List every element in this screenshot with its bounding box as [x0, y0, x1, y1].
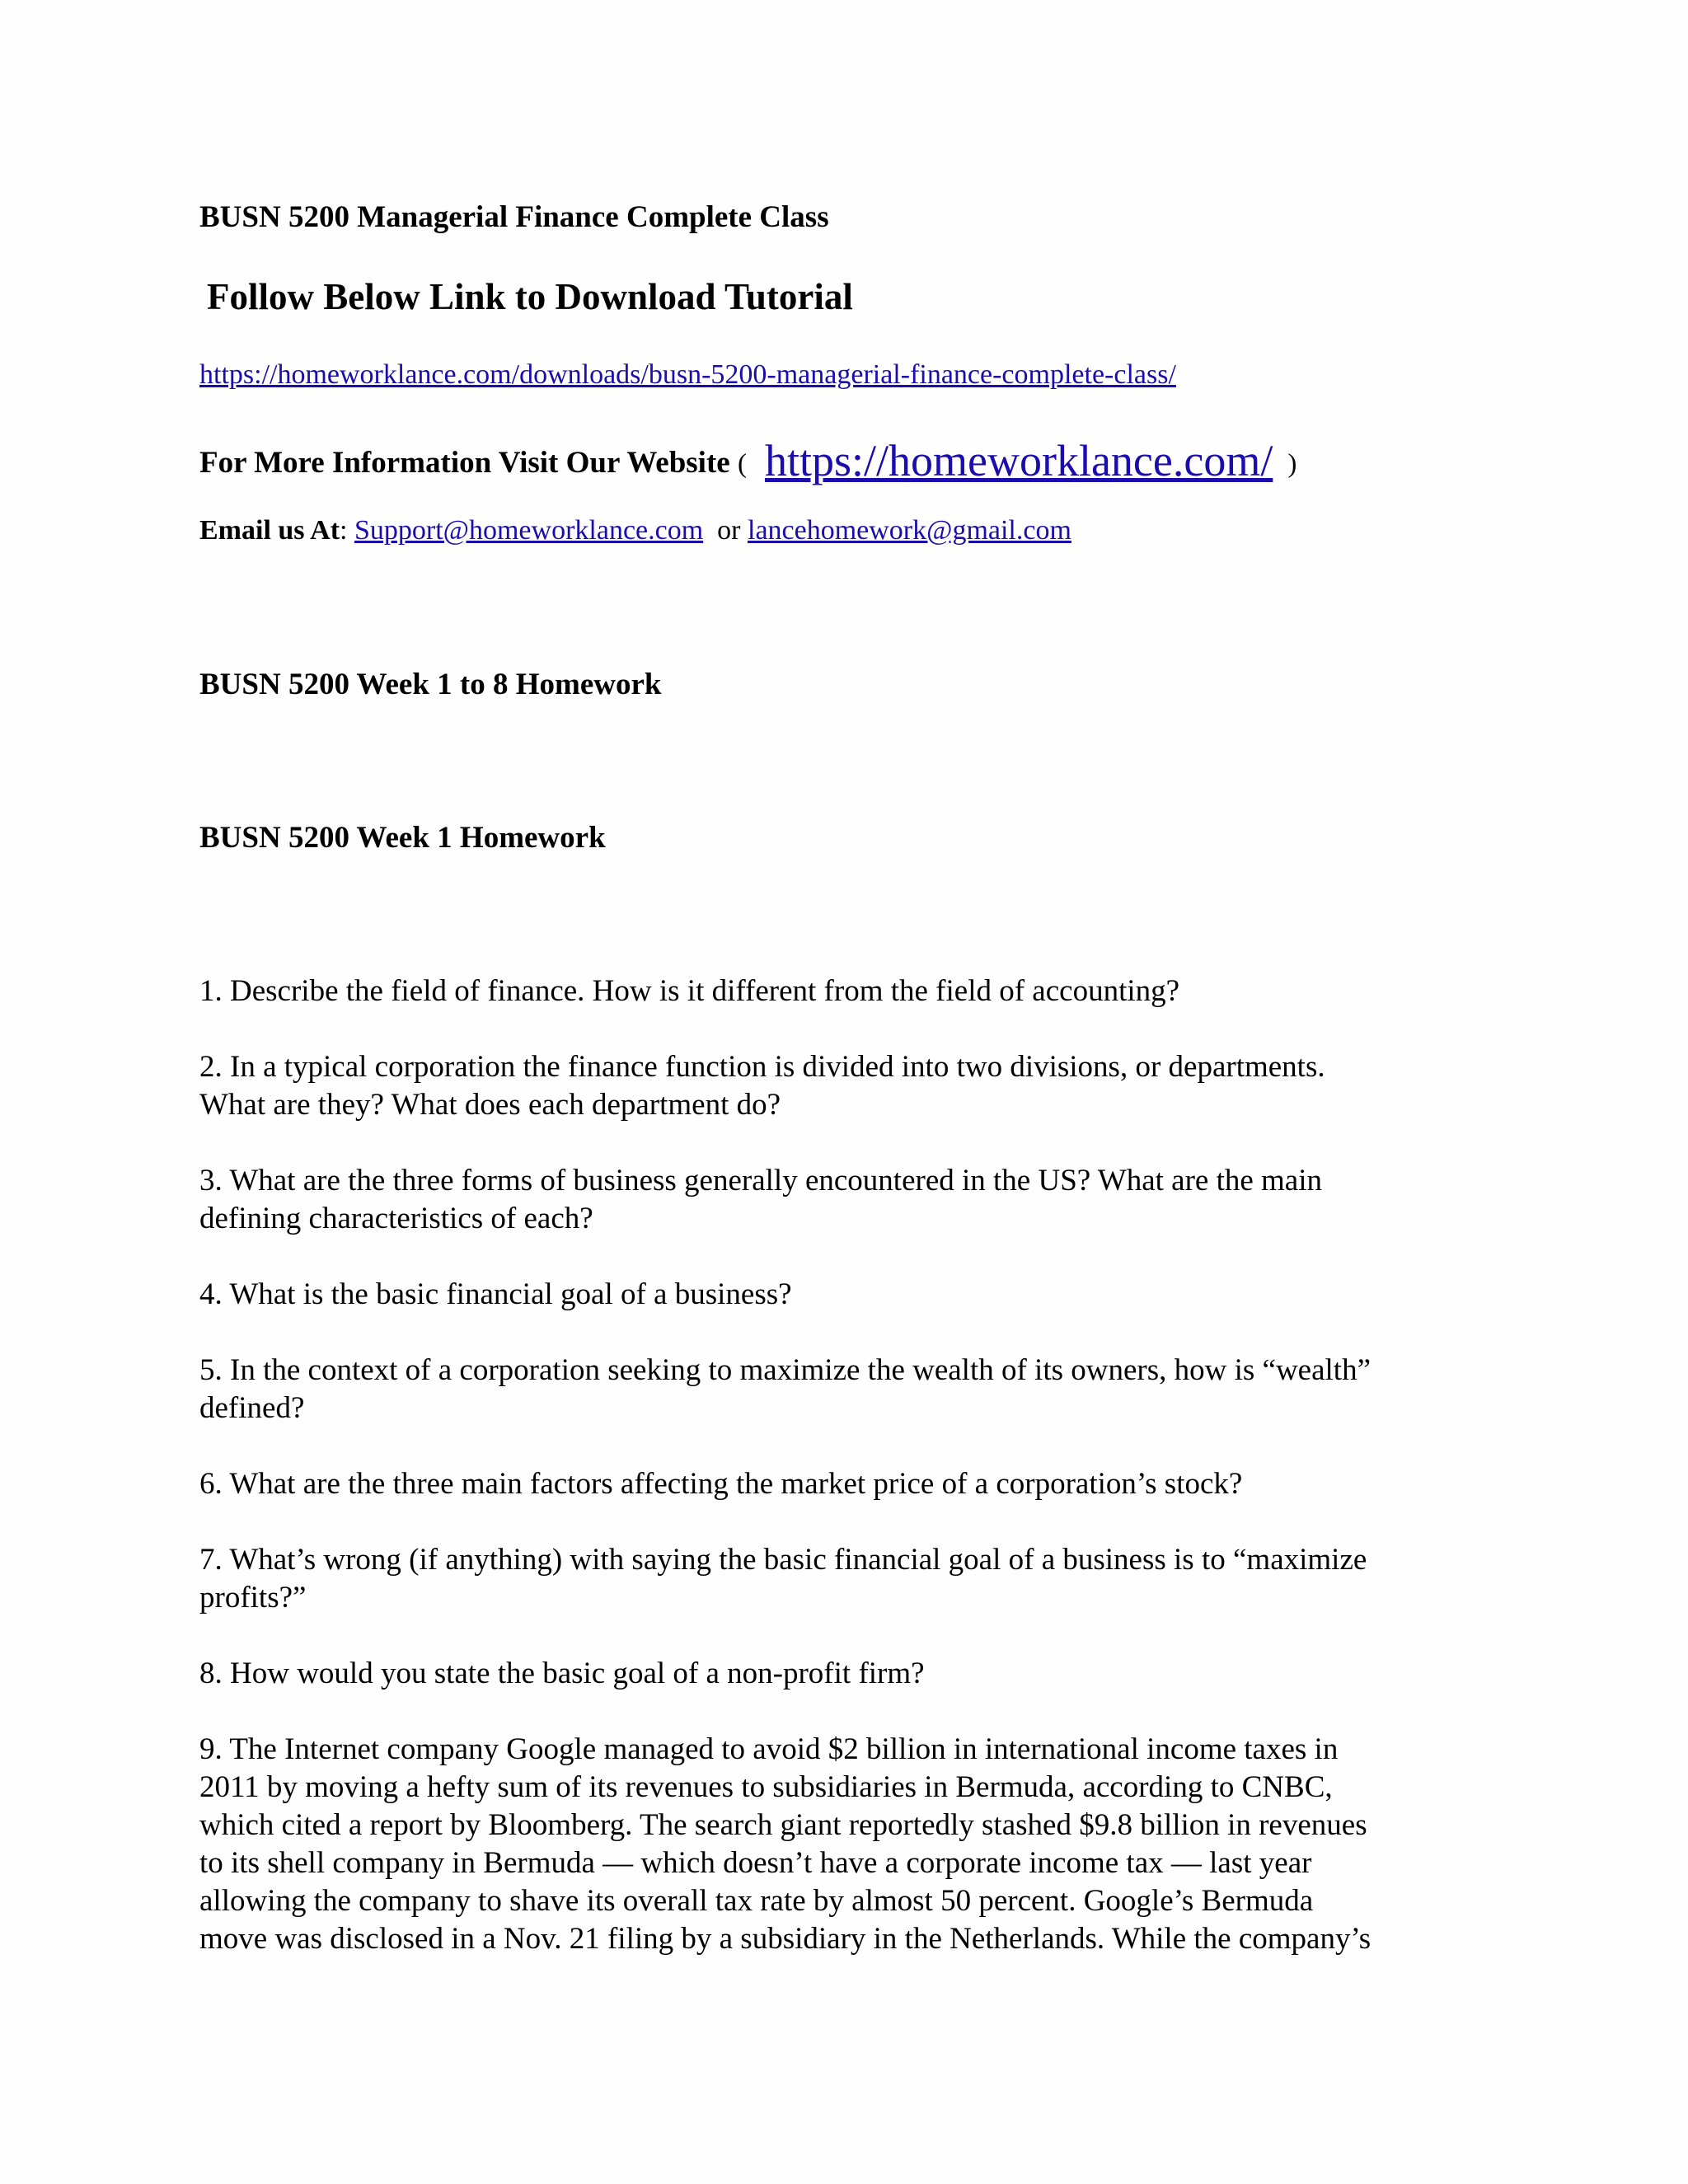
question-line: 6. What are the three main factors affecting the market price of a corporation’s stock?: [199, 1467, 1243, 1501]
website-link[interactable]: https://homeworklance.com/: [764, 436, 1273, 485]
section-heading-all-weeks: BUSN 5200 Week 1 to 8 Homework: [199, 668, 662, 701]
question-line: 9. The Internet company Google managed to avoid $2 billion in international income taxes in: [199, 1732, 1339, 1766]
question-item: [199, 1655, 1485, 1693]
question-line: to its shell company in Bermuda — which doesn’t have a corporate income tax — last year: [199, 1846, 1312, 1880]
email-line: [199, 517, 1071, 545]
question-line: allowing the company to shave its overall tax rate by almost 50 percent. Google’s Bermuda: [199, 1884, 1314, 1918]
document-title: BUSN 5200 Managerial Finance Complete Class: [199, 200, 829, 234]
question-item: [199, 1541, 1485, 1617]
question-line: profits?”: [199, 1581, 307, 1615]
question-line: 8. How would you state the basic goal of a non-profit firm?: [199, 1657, 925, 1690]
question-item: [199, 1048, 1485, 1124]
email-or: or: [717, 515, 741, 546]
question-line: 7. What’s wrong (if anything) with saying the basic financial goal of a business is to “maximize: [199, 1543, 1367, 1577]
question-item: [199, 1276, 1485, 1314]
question-line: defined?: [199, 1391, 305, 1425]
question-item: [199, 1731, 1485, 1958]
question-line: 3. What are the three forms of business generally encountered in the US? What are the main: [199, 1164, 1323, 1197]
question-item: [199, 1465, 1485, 1503]
question-line: defining characteristics of each?: [199, 1202, 593, 1235]
question-item: [199, 1162, 1485, 1238]
email-label: Email us At: [199, 515, 340, 546]
question-list: [199, 972, 1485, 1996]
question-line: 2. In a typical corporation the finance function is divided into two divisions, or departments.: [199, 1050, 1325, 1084]
website-info-label: For More Information Visit Our Website: [199, 446, 730, 480]
question-item: [199, 972, 1485, 1010]
question-line: What are they? What does each department do?: [199, 1088, 781, 1122]
question-item: [199, 1352, 1485, 1427]
section-heading-week1: BUSN 5200 Week 1 Homework: [199, 821, 606, 855]
close-paren: ): [1287, 449, 1297, 479]
question-line: 1. Describe the field of finance. How is it different from the field of accounting?: [199, 974, 1180, 1008]
question-line: move was disclosed in a Nov. 21 filing by a subsidiary in the Netherlands. While the company’s: [199, 1922, 1372, 1956]
question-line: 5. In the context of a corporation seeking to maximize the wealth of its owners, how is “wealth”: [199, 1353, 1371, 1387]
email-colon: :: [340, 515, 348, 546]
question-line: which cited a report by Bloomberg. The search giant reportedly stashed $9.8 billion in revenues: [199, 1808, 1367, 1842]
download-subtitle: Follow Below Link to Download Tutorial: [207, 276, 853, 317]
open-paren: (: [737, 449, 747, 479]
download-link[interactable]: https://homeworklance.com/downloads/busn-5200-managerial-finance-complete-class/: [199, 359, 1176, 390]
website-info-line: [199, 435, 1297, 485]
question-line: 2011 by moving a hefty sum of its revenues to subsidiaries in Bermuda, according to CNBC,: [199, 1770, 1333, 1804]
question-line: 4. What is the basic financial goal of a business?: [199, 1277, 792, 1311]
support-email-link[interactable]: Support@homeworklance.com: [354, 515, 704, 546]
gmail-email-link[interactable]: lancehomework@gmail.com: [748, 515, 1071, 546]
